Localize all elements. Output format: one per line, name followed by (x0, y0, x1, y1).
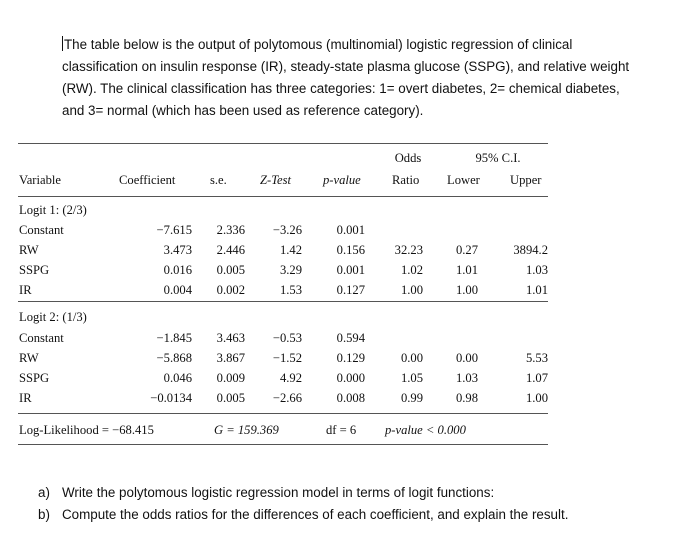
cell-upper: 5.53 (525, 351, 548, 365)
header-pvalue: p-value (323, 173, 361, 187)
cell-variable: RW (19, 351, 39, 365)
cell-z: −0.53 (272, 331, 302, 345)
logit1-label: Logit 1: (2/3) (19, 203, 87, 217)
cell-z: −2.66 (272, 391, 302, 405)
question-b (38, 504, 688, 526)
questions-list (38, 482, 688, 526)
header-se: s.e. (210, 173, 227, 187)
cell-or: 1.02 (400, 263, 423, 277)
cell-coefficient: 0.004 (163, 283, 192, 297)
cell-variable: SSPG (19, 263, 50, 277)
header-ci: 95% C.I. (475, 151, 521, 165)
cell-p: 0.127 (336, 283, 365, 297)
cell-variable: IR (19, 283, 32, 297)
cell-coefficient: −5.868 (156, 351, 192, 365)
cell-lower: 1.01 (455, 263, 478, 277)
footer-rule (18, 413, 548, 414)
table-top-rule (18, 143, 548, 144)
cell-upper: 1.03 (525, 263, 548, 277)
cell-p: 0.129 (336, 351, 365, 365)
cell-se: 0.005 (216, 391, 245, 405)
cell-variable: Constant (19, 331, 64, 345)
header-upper: Upper (510, 173, 542, 187)
cell-z: 3.29 (279, 263, 302, 277)
cell-z: −3.26 (272, 223, 302, 237)
cell-variable: IR (19, 391, 32, 405)
cell-z: −1.52 (272, 351, 302, 365)
cell-p: 0.594 (336, 331, 365, 345)
cell-upper: 1.00 (525, 391, 548, 405)
cell-coefficient: −0.0134 (150, 391, 192, 405)
cell-p: 0.156 (336, 243, 365, 257)
logit2-label: Logit 2: (1/3) (19, 310, 87, 324)
cell-se: 3.463 (216, 331, 245, 345)
cell-coefficient: 3.473 (163, 243, 192, 257)
cell-se: 2.446 (216, 243, 245, 257)
cell-lower: 0.98 (455, 391, 478, 405)
header-ratio: Ratio (392, 173, 420, 187)
cell-upper: 1.07 (525, 371, 548, 385)
cell-p: 0.000 (336, 371, 365, 385)
cell-p: 0.001 (336, 263, 365, 277)
cell-se: 0.009 (216, 371, 245, 385)
cell-or: 0.99 (400, 391, 423, 405)
cell-variable: RW (19, 243, 39, 257)
cell-coefficient: −1.845 (156, 331, 192, 345)
g-statistic: G = 159.369 (214, 423, 279, 437)
log-likelihood: Log-Likelihood = −68.415 (19, 423, 154, 437)
cell-coefficient: 0.046 (163, 371, 192, 385)
question-a (38, 482, 688, 504)
cell-or: 32.23 (394, 243, 423, 257)
cell-variable: SSPG (19, 371, 50, 385)
cell-or: 1.05 (400, 371, 423, 385)
cell-se: 3.867 (216, 351, 245, 365)
cell-se: 0.005 (216, 263, 245, 277)
cell-coefficient: −7.615 (156, 223, 192, 237)
header-lower: Lower (447, 173, 480, 187)
cell-se: 0.002 (216, 283, 245, 297)
logit-separator-rule (18, 301, 548, 302)
header-rule (18, 196, 548, 197)
cell-lower: 1.03 (455, 371, 478, 385)
header-coefficient: Coefficient (119, 173, 176, 187)
cell-p: 0.008 (336, 391, 365, 405)
intro-text: The table below is the output of polytomous (multinomial) logistic regression of clinical classification on insulin response (IR), steady-state plasma glucose (SSPG), and relative weight (RW). The clinical classification has three categories: 1= overt diabetes, 2= chemical diabetes, and 3= normal (which has been used as reference category). (62, 37, 630, 118)
cell-z: 1.42 (279, 243, 302, 257)
question-b-text: Compute the odds ratios for the differences of each coefficient, and explain the result. (62, 507, 569, 522)
cell-lower: 0.00 (455, 351, 478, 365)
cell-or: 1.00 (400, 283, 423, 297)
cell-p: 0.001 (336, 223, 365, 237)
header-ztest: Z-Test (260, 173, 292, 187)
degrees-of-freedom: df = 6 (326, 423, 357, 437)
question-b-letter: b) (38, 507, 50, 522)
cell-or: 0.00 (400, 351, 423, 365)
cell-upper: 3894.2 (513, 243, 548, 257)
cell-z: 4.92 (279, 371, 302, 385)
table-bottom-rule (18, 444, 548, 445)
regression-table (18, 0, 558, 460)
header-odds: Odds (394, 151, 422, 165)
cell-coefficient: 0.016 (163, 263, 192, 277)
cell-upper: 1.01 (525, 283, 548, 297)
cell-lower: 0.27 (455, 243, 478, 257)
cell-se: 2.336 (216, 223, 245, 237)
cell-z: 1.53 (279, 283, 302, 297)
cell-lower: 1.00 (455, 283, 478, 297)
cell-variable: Constant (19, 223, 64, 237)
question-a-text: Write the polytomous logistic regression model in terms of logit functions: (62, 485, 495, 500)
overall-pvalue: p-value < 0.000 (385, 423, 466, 437)
question-a-letter: a) (38, 485, 50, 500)
header-variable: Variable (19, 173, 61, 187)
